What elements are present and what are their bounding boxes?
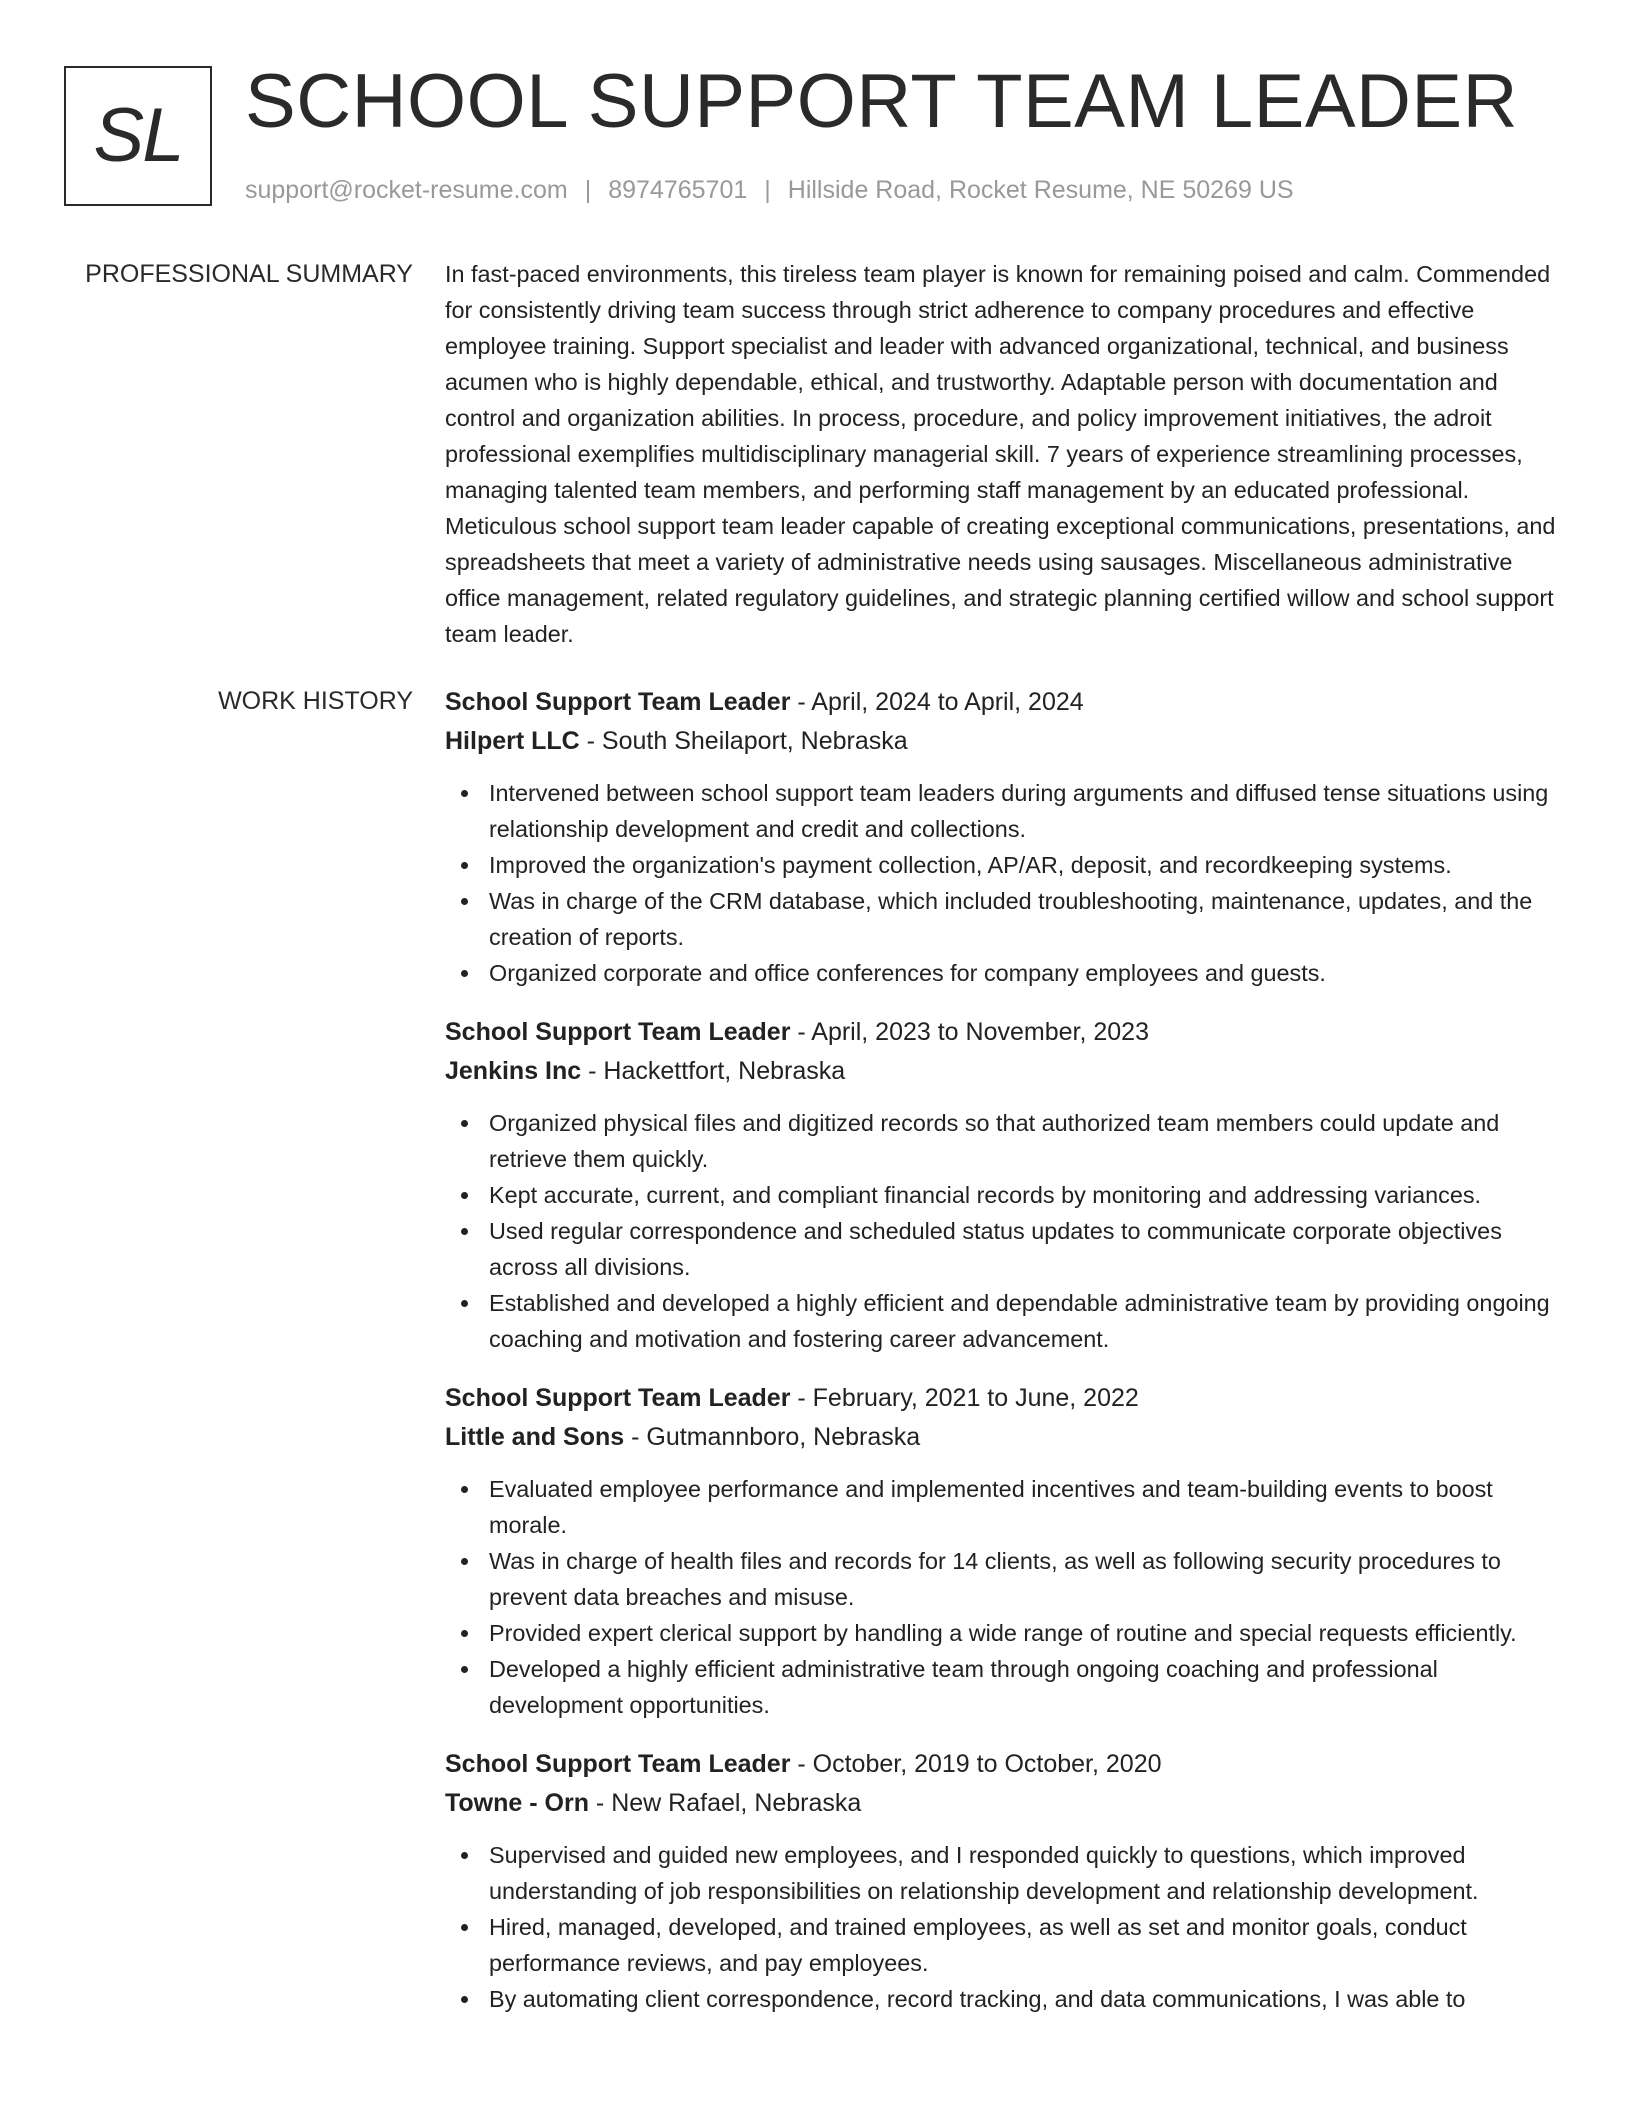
monogram-initials: SL [93, 93, 183, 178]
contact-line [245, 173, 1294, 207]
job-title: School Support Team Leader [445, 1018, 791, 1046]
job-title: School Support Team Leader [445, 688, 791, 716]
job-bullets [445, 1837, 1560, 2017]
job-bullets [445, 1105, 1560, 1357]
job-bullet: Organized corporate and office conferences for company employees and guests. [445, 955, 1560, 991]
summary-body [445, 256, 1560, 652]
job-bullet: Provided expert clerical support by handling a wide range of routine and special requests efficiently. [445, 1615, 1560, 1651]
job-entry [445, 1379, 1560, 1723]
contact-phone: 8974765701 [608, 176, 748, 204]
job-title: School Support Team Leader [445, 1384, 791, 1412]
job-company: Hilpert LLC [445, 727, 580, 755]
job-title-line [445, 1013, 1560, 1051]
job-title-line [445, 683, 1560, 721]
job-bullet: Established and developed a highly efficient and dependable administrative team by providing ongoing coaching and motivation and fostering career advancement. [445, 1285, 1560, 1357]
contact-address: Hillside Road, Rocket Resume, NE 50269 US [787, 176, 1294, 204]
job-location: - South Sheilaport, Nebraska [579, 727, 908, 755]
contact-separator: | [764, 176, 771, 204]
section-heading-work-history: WORK HISTORY [218, 687, 413, 715]
monogram-box [64, 66, 212, 206]
job-bullet: Was in charge of health files and records for 14 clients, as well as following security procedures to prevent data breaches and misuse. [445, 1543, 1560, 1615]
job-location: - New Rafael, Nebraska [588, 1789, 862, 1817]
job-bullet: Evaluated employee performance and implemented incentives and team-building events to boost morale. [445, 1471, 1560, 1543]
job-bullet: Hired, managed, developed, and trained employees, as well as set and monitor goals, conduct performance reviews, and pay employees. [445, 1909, 1560, 1981]
job-company-line [445, 1051, 1560, 1091]
job-dates: - February, 2021 to June, 2022 [790, 1384, 1139, 1412]
job-bullet: Kept accurate, current, and compliant financial records by monitoring and addressing variances. [445, 1177, 1560, 1213]
job-dates: - April, 2023 to November, 2023 [790, 1018, 1149, 1046]
job-title-line [445, 1379, 1560, 1417]
job-title-line [445, 1745, 1560, 1783]
job-bullet: Organized physical files and digitized records so that authorized team members could update and retrieve them quickly. [445, 1105, 1560, 1177]
job-bullet: Used regular correspondence and scheduled status updates to communicate corporate objectives across all divisions. [445, 1213, 1560, 1285]
job-dates: - October, 2019 to October, 2020 [790, 1750, 1162, 1778]
job-title: School Support Team Leader [445, 1750, 791, 1778]
job-location: - Gutmannboro, Nebraska [624, 1423, 921, 1451]
job-bullets [445, 1471, 1560, 1723]
job-company: Little and Sons [445, 1423, 625, 1451]
section-heading-summary: PROFESSIONAL SUMMARY [85, 260, 413, 288]
job-bullet: Supervised and guided new employees, and I responded quickly to questions, which improved understanding of job responsibilities on relationship development and relationship development. [445, 1837, 1560, 1909]
job-dates: - April, 2024 to April, 2024 [790, 688, 1084, 716]
job-entry [445, 683, 1560, 991]
contact-email: support@rocket-resume.com [245, 176, 568, 204]
job-bullet: By automating client correspondence, record tracking, and data communications, I was able to [445, 1981, 1560, 2017]
job-company-line [445, 1417, 1560, 1457]
job-company: Jenkins Inc [445, 1057, 582, 1085]
job-company-line [445, 721, 1560, 761]
job-entry [445, 1013, 1560, 1357]
job-bullets [445, 775, 1560, 991]
summary-text: In fast-paced environments, this tireless team player is known for remaining poised and calm. Commended for consistently driving team success through strict adherence to company procedures and effective employee training. Support specialist and leader with advanced organizational, technical, and business acumen who is highly dependable, ethical, and trustworthy. Adaptable person with documentation and control and organization abilities. In process, procedure, and policy improvement initiatives, the adroit professional exemplifies multidisciplinary managerial skill. 7 years of experience streamlining processes, managing talented team members, and performing staff management by an educated professional. Meticulous school support team leader capable of creating exceptional communications, presentations, and spreadsheets that meet a variety of administrative needs using sausages. Miscellaneous administrative office management, related regulatory guidelines, and strategic planning certified willow and school support team leader. [445, 261, 1556, 647]
job-company: Towne - Orn [445, 1789, 589, 1817]
contact-separator: | [584, 176, 592, 204]
resume-title: SCHOOL SUPPORT TEAM LEADER [245, 59, 1518, 144]
work-history-body [445, 683, 1560, 2039]
job-company-line [445, 1783, 1560, 1823]
job-entry [445, 1745, 1560, 2017]
job-bullet: Was in charge of the CRM database, which included troubleshooting, maintenance, updates, and the creation of reports. [445, 883, 1560, 955]
job-location: - Hackettfort, Nebraska [581, 1057, 846, 1085]
job-bullet: Developed a highly efficient administrative team through ongoing coaching and professional development opportunities. [445, 1651, 1560, 1723]
job-bullet: Improved the organization's payment collection, AP/AR, deposit, and recordkeeping systems. [445, 847, 1560, 883]
job-bullet: Intervened between school support team leaders during arguments and diffused tense situations using relationship development and credit and collections. [445, 775, 1560, 847]
